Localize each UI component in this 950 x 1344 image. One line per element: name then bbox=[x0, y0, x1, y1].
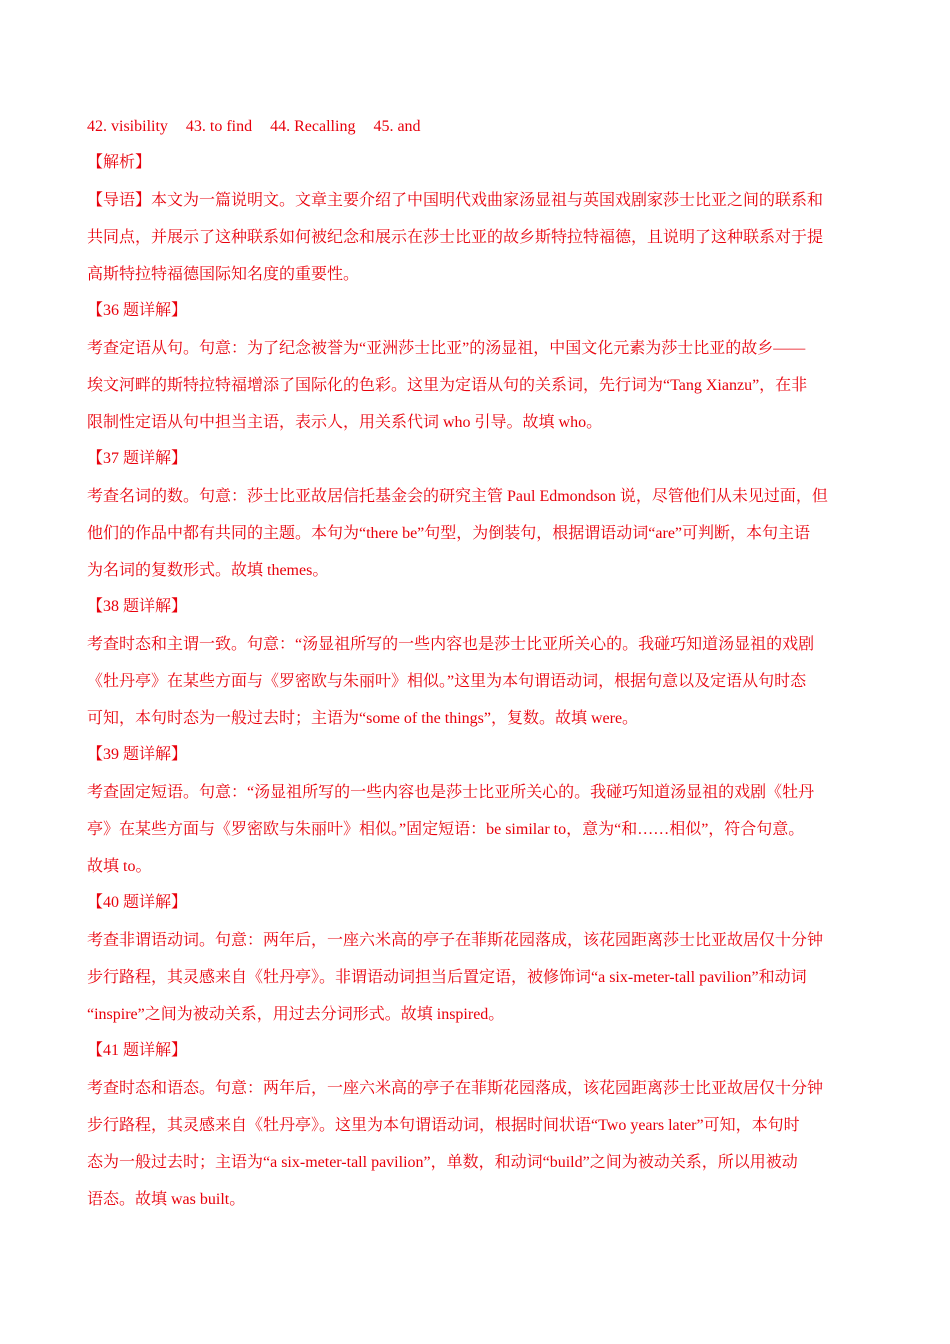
section-line: 步行路程，其灵感来自《牡丹亭》。这里为本句谓语动词，根据时间状语“Two years later”可知，本句时 bbox=[87, 1117, 800, 1134]
section-heading: 【38 题详解】 bbox=[87, 598, 188, 615]
section-39 bbox=[87, 737, 877, 885]
intro-line-1: 本文为一篇说明文。文章主要介绍了中国明代戏曲家汤显祖与英国戏剧家莎士比亚之间的联系和 bbox=[151, 192, 824, 209]
intro-line-3: 高斯特拉特福德国际知名度的重要性。 bbox=[87, 266, 360, 283]
section-line: “inspire”之间为被动关系，用过去分词形式。故填 inspired。 bbox=[87, 1006, 505, 1023]
section-line: 限制性定语从句中担当主语，表示人，用关系代词 who 引导。故填 who。 bbox=[87, 414, 603, 431]
answer-row bbox=[87, 108, 877, 145]
section-line: 《牡丹亭》在某些方面与《罗密欧与朱丽叶》相似。”这里为本句谓语动词，根据句意以及定语从句时态 bbox=[87, 673, 807, 690]
answer-45: 45. and bbox=[373, 118, 421, 135]
section-line: 亭》在某些方面与《罗密欧与朱丽叶》相似。”固定短语：be similar to，意为“和……相似”，符合句意。 bbox=[87, 821, 805, 838]
intro-line-2: 共同点，并展示了这种联系如何被纪念和展示在莎士比亚的故乡斯特拉特福德，且说明了这种联系对于提 bbox=[87, 229, 824, 246]
section-heading: 【36 题详解】 bbox=[87, 302, 188, 319]
section-line: 考查名词的数。句意：莎士比亚故居信托基金会的研究主管 Paul Edmondson 说，尽管他们从未见过面，但 bbox=[87, 488, 828, 505]
section-37 bbox=[87, 441, 877, 589]
answer-44: 44. Recalling bbox=[270, 118, 356, 135]
answer-document bbox=[87, 108, 877, 1218]
section-line: 故填 to。 bbox=[87, 858, 152, 875]
section-38 bbox=[87, 589, 877, 737]
section-line: 可知，本句时态为一般过去时；主语为“some of the things”，复数。故填 were。 bbox=[87, 710, 639, 727]
intro-paragraph bbox=[87, 182, 877, 293]
section-line: 为名词的复数形式。故填 themes。 bbox=[87, 562, 329, 579]
section-41 bbox=[87, 1033, 877, 1218]
answer-42: 42. visibility bbox=[87, 118, 168, 135]
section-heading: 【41 题详解】 bbox=[87, 1042, 188, 1059]
section-line: 步行路程，其灵感来自《牡丹亭》。非谓语动词担当后置定语，被修饰词“a six-meter-tall pavilion”和动词 bbox=[87, 969, 807, 986]
section-36 bbox=[87, 293, 877, 441]
section-line: 他们的作品中都有共同的主题。本句为“there be”句型，为倒装句，根据谓语动词“are”可判断，本句主语 bbox=[87, 525, 811, 542]
section-heading: 【39 题详解】 bbox=[87, 746, 188, 763]
section-line: 考查非谓语动词。句意：两年后，一座六米高的亭子在菲斯花园落成，该花园距离莎士比亚故居仅十分钟 bbox=[87, 932, 824, 949]
section-line: 埃文河畔的斯特拉特福增添了国际化的色彩。这里为定语从句的关系词，先行词为“Tang Xianzu”，在非 bbox=[87, 377, 808, 394]
section-line: 考查时态和主谓一致。句意：“汤显祖所写的一些内容也是莎士比亚所关心的。我碰巧知道汤显祖的戏剧 bbox=[87, 636, 815, 653]
section-line: 考查定语从句。句意：为了纪念被誉为“亚洲莎士比亚”的汤显祖，中国文化元素为莎士比亚的故乡—— bbox=[87, 340, 806, 357]
analysis-heading: 【解析】 bbox=[87, 154, 152, 171]
section-heading: 【37 题详解】 bbox=[87, 450, 188, 467]
section-heading: 【40 题详解】 bbox=[87, 894, 188, 911]
section-line: 态为一般过去时；主语为“a six-meter-tall pavilion”，单数，和动词“build”之间为被动关系，所以用被动 bbox=[87, 1154, 798, 1171]
intro-label: 【导语】 bbox=[87, 192, 152, 209]
answer-43: 43. to find bbox=[185, 118, 253, 135]
section-line: 考查固定短语。句意：“汤显祖所写的一些内容也是莎士比亚所关心的。我碰巧知道汤显祖的戏剧《牡丹 bbox=[87, 784, 815, 801]
section-line: 考查时态和语态。句意：两年后，一座六米高的亭子在菲斯花园落成，该花园距离莎士比亚故居仅十分钟 bbox=[87, 1080, 824, 1097]
section-40 bbox=[87, 885, 877, 1033]
section-line: 语态。故填 was built。 bbox=[87, 1191, 246, 1208]
